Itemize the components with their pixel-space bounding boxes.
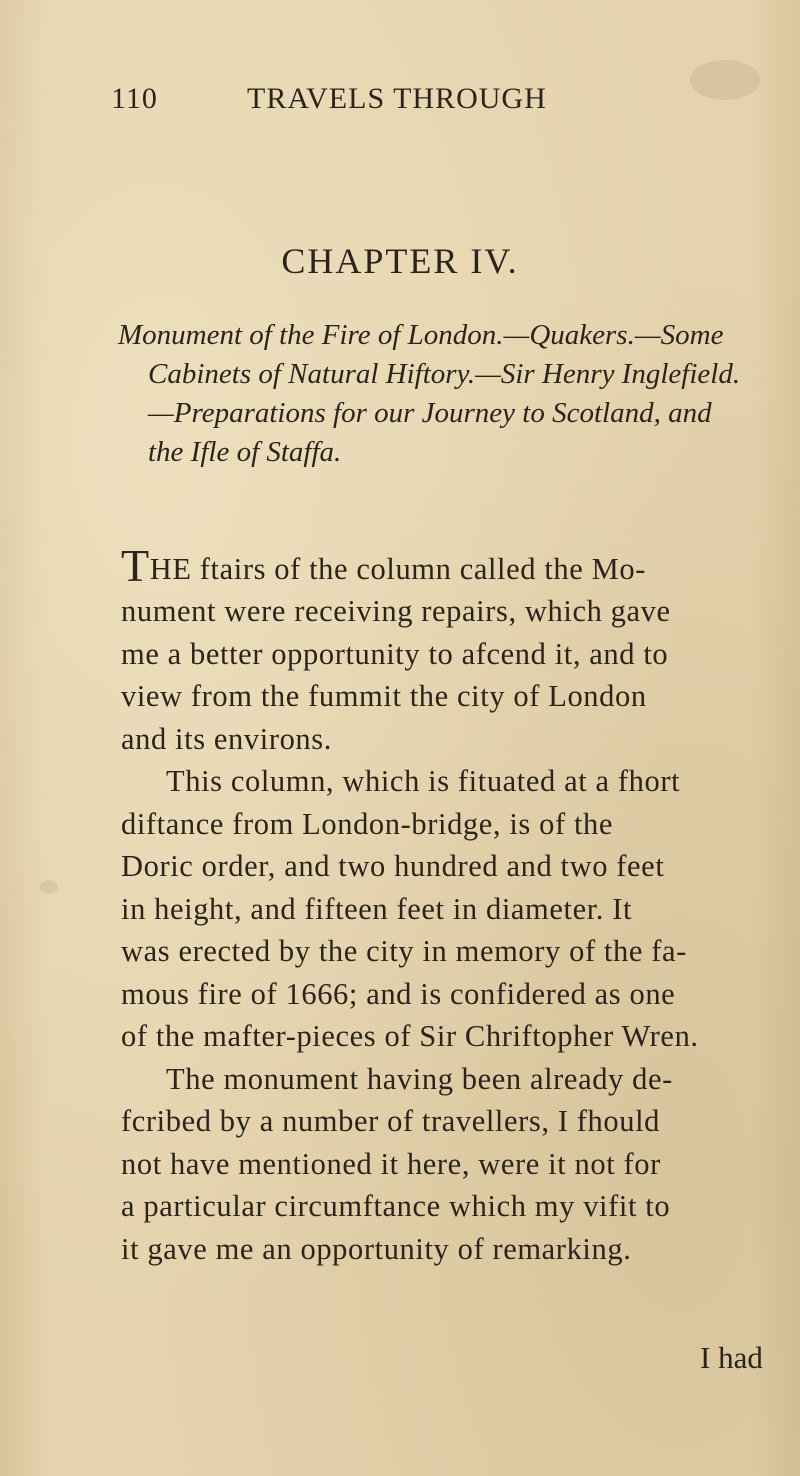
catchword: I had xyxy=(700,1340,763,1375)
text-line: a particular circumftance which my vifit to xyxy=(121,1189,671,1223)
running-title: TRAVELS THROUGH xyxy=(247,82,547,115)
synopsis-line: Monument of the Fire of London.—Quakers.—Some xyxy=(118,319,724,351)
text-line: in height, and fifteen feet in diameter. It xyxy=(121,892,633,926)
drop-cap: T xyxy=(121,540,150,591)
text-line: view from the fummit the city of London xyxy=(121,679,647,713)
text-line: was erected by the city in memory of the fa- xyxy=(121,934,687,968)
text-line: nument were receiving repairs, which gave xyxy=(121,594,671,628)
first-line-text: HE ftairs of the column called the Mo- xyxy=(149,552,646,586)
chapter-title: CHAPTER IV. xyxy=(281,241,519,281)
text-line: fcribed by a number of travellers, I fhould xyxy=(121,1104,661,1138)
text-line: The monument having been already de- xyxy=(166,1062,673,1096)
text-line: This column, which is fituated at a fhort xyxy=(166,764,681,798)
text-line: Doric order, and two hundred and two feet xyxy=(121,849,665,883)
page-stain xyxy=(40,880,58,894)
chapter-synopsis xyxy=(118,316,748,472)
running-header xyxy=(0,82,800,122)
text-line: mous fire of 1666; and is confidered as one xyxy=(121,977,676,1011)
text-line: it gave me an opportunity of remarking. xyxy=(121,1232,632,1266)
text-line: of the mafter-pieces of Sir Chriftopher Wren. xyxy=(121,1019,699,1053)
text-line: and its environs. xyxy=(121,722,332,756)
text-line: diftance from London-bridge, is of the xyxy=(121,807,614,841)
synopsis-line: —Preparations for our Journey to Scotland, and xyxy=(148,397,712,429)
synopsis-line: the Ifle of Staffa. xyxy=(148,436,342,468)
text-line: not have mentioned it here, were it not for xyxy=(121,1147,661,1181)
synopsis-line: Cabinets of Natural Hiftory.—Sir Henry Inglefield. xyxy=(148,358,741,390)
text-line xyxy=(121,540,646,591)
page-number: 110 xyxy=(111,82,158,115)
text-line: me a better opportunity to afcend it, and to xyxy=(121,637,669,671)
